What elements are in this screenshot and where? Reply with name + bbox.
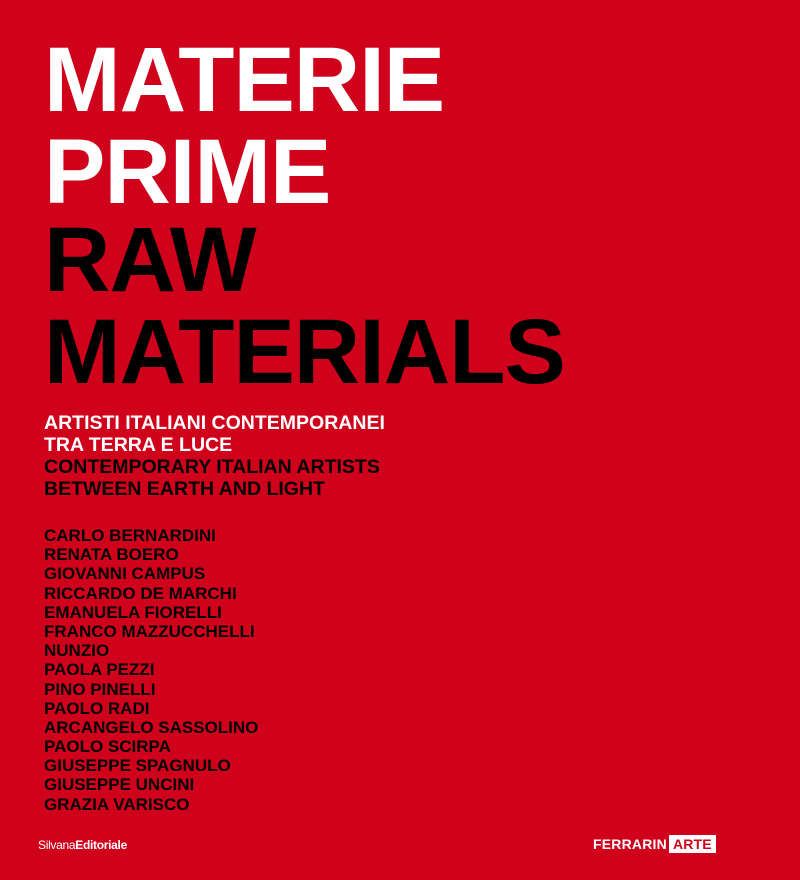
artist-list bbox=[44, 526, 258, 814]
title-english-line-2: MATERIALS bbox=[44, 301, 565, 403]
artist-name: RICCARDO DE MARCHI bbox=[44, 583, 237, 603]
artist-name: GIUSEPPE UNCINI bbox=[44, 775, 195, 795]
artist-name: GRAZIA VARISCO bbox=[44, 794, 190, 814]
title-italian-line-1: MATERIE bbox=[44, 29, 445, 131]
title-english bbox=[44, 209, 565, 403]
title-italian bbox=[44, 29, 445, 223]
subtitle-italian-line-1: ARTISTI ITALIANI CONTEMPORANEI bbox=[44, 412, 385, 434]
artist-name: RENATA BOERO bbox=[44, 545, 179, 565]
publisher-logo bbox=[38, 838, 127, 852]
artist-name: CARLO BERNARDINI bbox=[44, 526, 216, 545]
title-english-line-1: RAW bbox=[44, 209, 256, 311]
artist-name: GIOVANNI CAMPUS bbox=[44, 564, 206, 584]
publisher-name-part-1: Silvana bbox=[38, 838, 76, 852]
gallery-logo bbox=[593, 835, 716, 853]
title-italian-line-2: PRIME bbox=[44, 121, 331, 223]
artist-name: PAOLA PEZZI bbox=[44, 660, 155, 680]
artist-name: PAOLO SCIRPA bbox=[44, 737, 171, 757]
artist-name: ARCANGELO SASSOLINO bbox=[44, 717, 259, 737]
artist-name: PAOLO RADI bbox=[44, 698, 150, 718]
artist-name: NUNZIO bbox=[44, 641, 110, 661]
artist-name: EMANUELA FIORELLI bbox=[44, 602, 222, 622]
subtitle bbox=[44, 412, 385, 500]
gallery-name-boxed: ARTE bbox=[669, 835, 716, 853]
artist-name: PINO PINELLI bbox=[44, 679, 156, 699]
subtitle-english-line-2: BETWEEN EARTH AND LIGHT bbox=[44, 478, 325, 500]
publisher-name-part-2: Editoriale bbox=[75, 838, 127, 852]
subtitle-english-line-1: CONTEMPORARY ITALIAN ARTISTS bbox=[44, 456, 380, 478]
gallery-name: FERRARIN bbox=[593, 836, 667, 852]
artist-name: GIUSEPPE SPAGNULO bbox=[44, 756, 231, 776]
subtitle-italian-line-2: TRA TERRA E LUCE bbox=[44, 434, 233, 456]
artist-name: FRANCO MAZZUCCHELLI bbox=[44, 621, 255, 641]
